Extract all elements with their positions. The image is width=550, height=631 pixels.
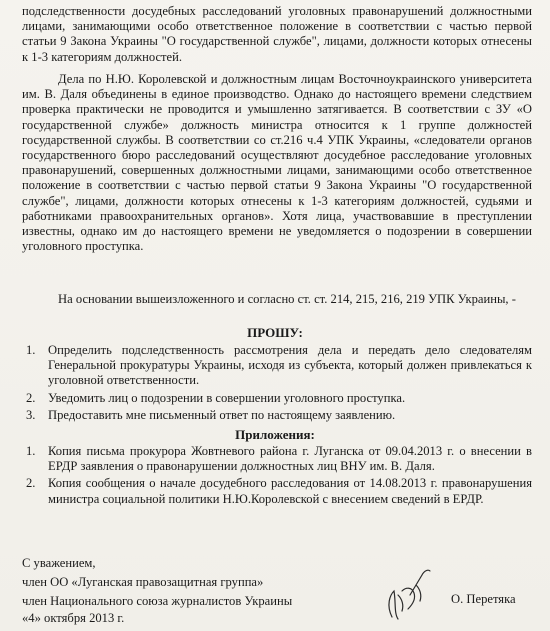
item-number: 2. [26, 390, 36, 405]
closing-membership-2: член Национального союза журналистов Украины [22, 594, 293, 608]
attachments-list [22, 444, 532, 509]
item-text: Уведомить лиц о подозрении в совершении уголовного проступка. [48, 390, 406, 405]
item-text: Определить подследственность рассмотрения дела и передать дело следователям Генеральной прокуратуры Украины, исходя из субъекта, который должен привлекаться к уголовной ответственности. [48, 343, 532, 388]
attachment-item [22, 476, 532, 506]
request-item [22, 343, 532, 389]
request-list [22, 343, 532, 425]
signature [372, 565, 434, 625]
item-text: Предоставить мне письменный ответ по настоящему заявлению. [48, 407, 396, 422]
item-number: 2. [26, 476, 36, 491]
request-item [22, 408, 532, 423]
attachments-heading: Приложения: [235, 427, 315, 442]
paragraph-case-details: Дела по Н.Ю. Королевской и должностным лицам Восточноукраинского университета им. В. Даля объединены в единое производство. Однако до настоящего времени следствием проверка практически не проводится и умышленно затягивается. В соответствии с ЗУ «О государственной службе» должность министра относится к 1 группе должностей государственной службы. В соответствии со ст.216 ч.4 УПК Украины, «следователи органов государственного бюро расследований осуществляют досудебное расследование уголовных правонарушений, совершенных должностными лицами, занимающими особо ответственное положение в соответствии с частью первой статьи 9 Закона Украины "О государственной службе", лицами, должности которых отнесены к 1-3 категориям должностей, судьями и работниками правоохранительных органов». Хотя лица, участвовавшие в преступлении известны, однако им до настоящего времени не уведомляется о подозрении в совершении уголовного проступка. [22, 72, 532, 254]
closing-membership-1: член ОО «Луганская правозащитная группа» [22, 575, 264, 589]
item-number: 3. [26, 407, 36, 422]
request-heading: ПРОШУ: [247, 325, 303, 340]
request-item [22, 391, 532, 406]
item-text: Копия сообщения о начале досудебного расследования от 14.08.2013 г. правонарушения министра социальной политики Н.Ю.Королевской с внесением сведений в ЕРДР. [48, 476, 532, 506]
closing-date: «4» октября 2013 г. [22, 611, 125, 625]
paragraph-legal-basis: На основании вышеизложенного и согласно ст. ст. 214, 215, 216, 219 УПК Украины, - [58, 292, 516, 306]
author-name: О. Перетяка [451, 592, 516, 606]
attachment-item [22, 444, 532, 474]
item-number: 1. [26, 444, 36, 458]
paragraph-subject: подследственности досудебных расследований уголовных правонарушений должностными лицами, занимающими особо ответственное положение в соответствии с частью первой статьи 9 Закона Украины "О государственной службе", лицами, должности которых отнесены к 1-3 категориям должностей. [22, 4, 532, 64]
closing-greeting: С уважением, [22, 556, 96, 570]
item-number: 1. [26, 343, 36, 357]
item-text: Копия письма прокурора Жовтневого района г. Луганска от 09.04.2013 г. о внесении в ЕРДР заявления о правонарушении должностных лиц ВНУ им. В. Даля. [48, 444, 532, 474]
